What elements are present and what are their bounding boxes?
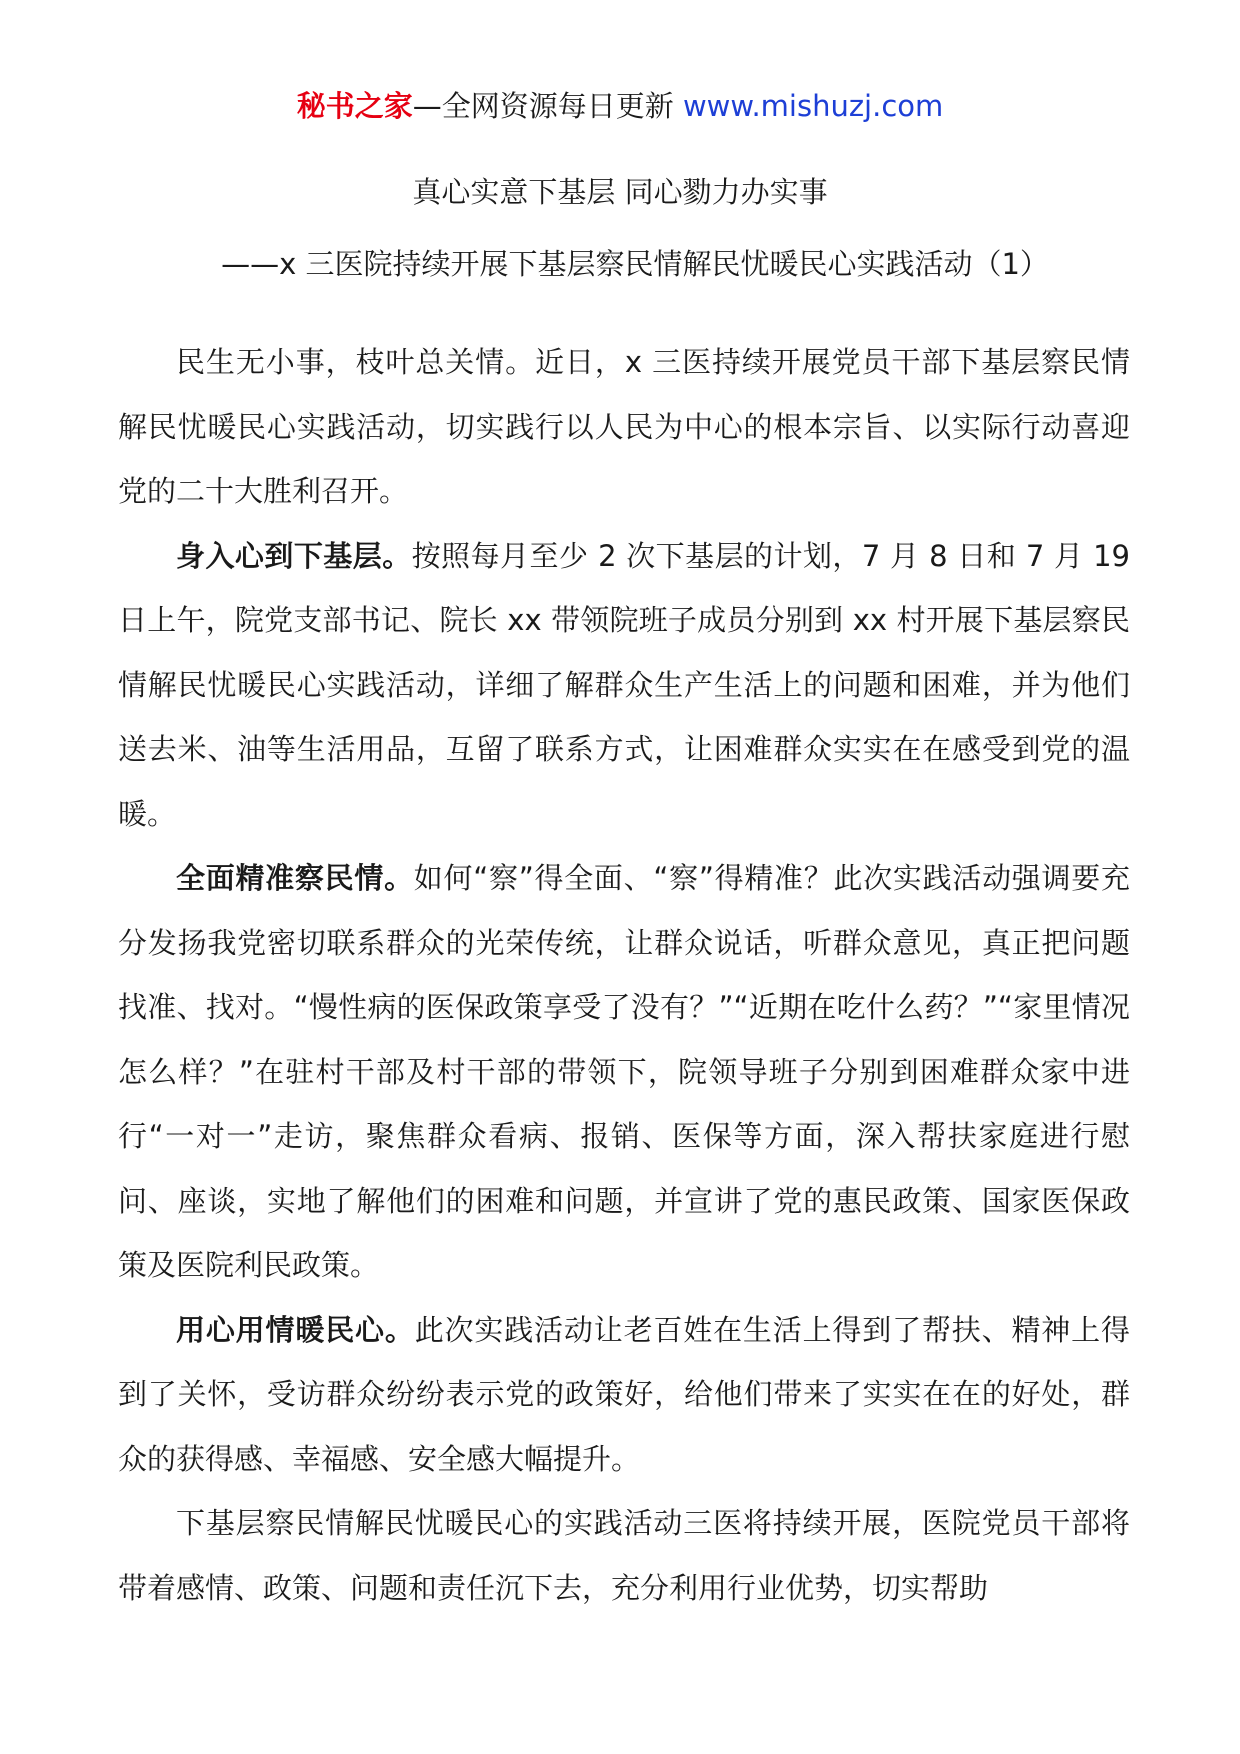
paragraph-text: 下基层察民情解民忧暖民心的实践活动三医将持续开展，医院党员干部将带着感情、政策、问题和责任沉下去，充分利用行业优势，切实帮助 — [118, 1506, 1130, 1605]
paragraph-text: 如何“察”得全面、“察”得精准？此次实践活动强调要充分发扬我党密切联系群众的光荣传统，让群众说话，听群众意见，真正把问题找准、找对。“慢性病的医保政策享受了没有？”“近期在吃什么药？”“家里情况怎么样？”在驻村干部及村干部的带领下，院领导班子分别到困难群众家中进行“一对一”走访，聚焦群众看病、报销、医保等方面，深入帮扶家庭进行慰问、座谈，实地了解他们的困难和问题，并宣讲了党的惠民政策、国家医保政策及医院利民政策。 — [118, 861, 1130, 1282]
paragraph-lead: 全面精准察民情。 — [176, 861, 414, 895]
paragraph-lead: 用心用情暖民心。 — [176, 1312, 415, 1347]
paragraph — [118, 1491, 1130, 1620]
paragraph-text: 按照每月至少 2 次下基层的计划，7 月 8 日和 7 月 19 日上午，院党支部书记、院长 xx 带领院班子成员分别到 xx 村开展下基层察民情解民忧暖民心实践活动，详细了解群众生产生活上的问题和困难，并为他们送去米、油等生活用品，互留了联系方式，让困难群众实实在在感受到党的温暖。 — [118, 538, 1130, 831]
brand-name: 秘书之家 — [296, 89, 413, 123]
document-title: 真心实意下基层 同心勠力办实事 — [412, 175, 828, 209]
paragraph — [118, 524, 1130, 847]
header-tagline: —全网资源每日更新 — [412, 89, 674, 123]
paragraph-text: 此次实践活动让老百姓在生活上得到了帮扶、精神上得到了关怀，受访群众纷纷表示党的政策好，给他们带来了实实在在的好处，群众的获得感、幸福感、安全感大幅提升。 — [118, 1312, 1130, 1476]
document-body — [118, 330, 1130, 1620]
paragraph-lead: 身入心到下基层。 — [176, 538, 412, 573]
paragraph — [118, 330, 1130, 524]
site-header — [0, 86, 1240, 126]
paragraph-text: 民生无小事，枝叶总关情。近日，x 三医持续开展党员干部下基层察民情解民忧暖民心实践活动，切实践行以人民为中心的根本宗旨、以实际行动喜迎党的二十大胜利召开。 — [118, 345, 1130, 508]
paragraph — [118, 846, 1130, 1298]
document-subtitle: ——x 三医院持续开展下基层察民情解民忧暖民心实践活动（1） — [221, 247, 1049, 281]
paragraph — [118, 1298, 1130, 1492]
site-url[interactable]: www.mishuzj.com — [682, 89, 944, 123]
